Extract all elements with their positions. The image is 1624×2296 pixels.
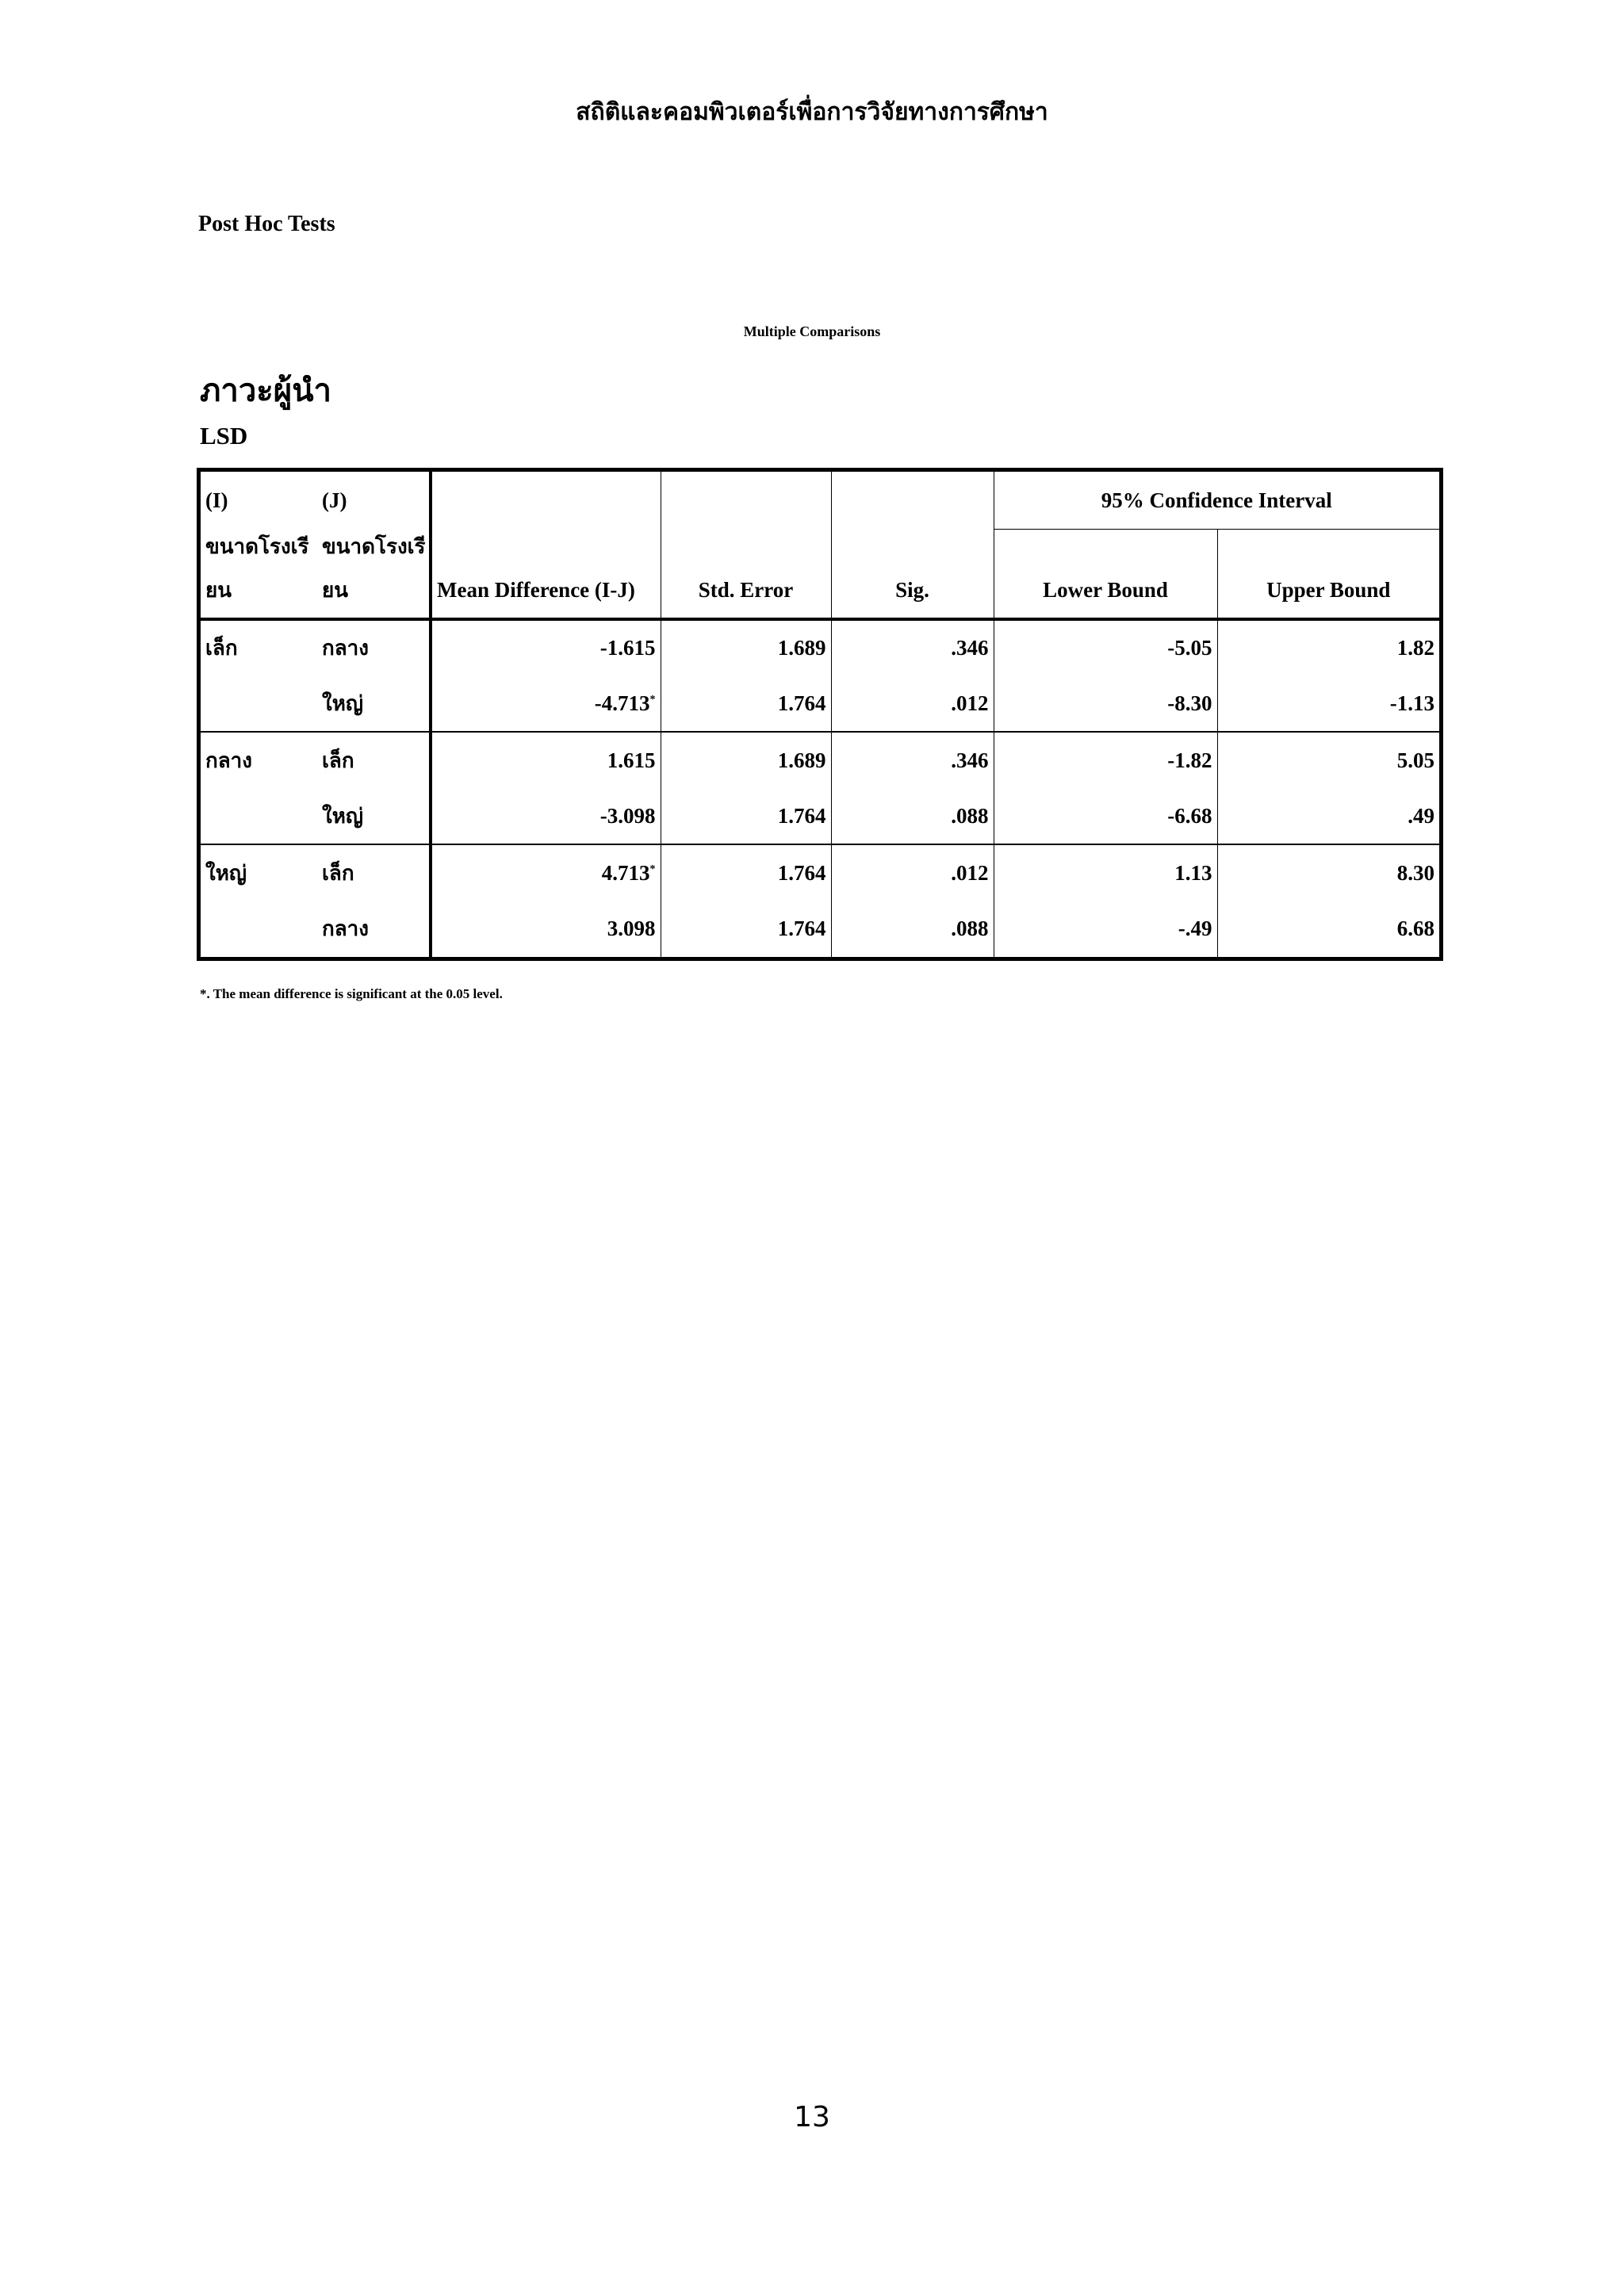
cell-j-group: กลาง bbox=[322, 917, 369, 942]
cell-lower-bound: -1.82 bbox=[994, 732, 1217, 788]
running-header: สถิติและคอมพิวเตอร์เพื่อการวิจัยทางการศึกษา bbox=[576, 98, 1048, 126]
cell-lower-bound: -.49 bbox=[994, 901, 1217, 957]
header-blank bbox=[831, 530, 994, 564]
cell-lower-bound: -8.30 bbox=[994, 675, 1217, 732]
cell-std-error: 1.764 bbox=[661, 844, 831, 901]
header-blank bbox=[831, 472, 994, 530]
header-blank bbox=[994, 530, 1217, 564]
header-upper-bound: Upper Bound bbox=[1217, 564, 1439, 620]
cell-mean-difference: 4.713* bbox=[431, 844, 661, 901]
table-row bbox=[201, 901, 1439, 957]
cell-std-error: 1.764 bbox=[661, 788, 831, 844]
method-label: LSD bbox=[200, 422, 248, 450]
cell-sig: .088 bbox=[831, 901, 994, 957]
cell-lower-bound: -5.05 bbox=[994, 619, 1217, 675]
table-row bbox=[201, 788, 1439, 844]
header-i-label: (I) bbox=[205, 488, 228, 512]
header-std-error: Std. Error bbox=[661, 564, 831, 620]
table-row bbox=[201, 675, 1439, 732]
header-blank bbox=[431, 472, 661, 530]
cell-std-error: 1.689 bbox=[661, 619, 831, 675]
cell-j-group: ใหญ่ bbox=[322, 804, 363, 828]
cell-upper-bound: 8.30 bbox=[1217, 844, 1439, 901]
cell-sig: .346 bbox=[831, 732, 994, 788]
header-lower-bound: Lower Bound bbox=[994, 564, 1217, 620]
cell-upper-bound: 6.68 bbox=[1217, 901, 1439, 957]
multiple-comparisons-table bbox=[197, 468, 1443, 961]
cell-j-group: กลาง bbox=[322, 637, 369, 661]
header-blank bbox=[661, 530, 831, 564]
header-blank bbox=[431, 530, 661, 564]
header-i-variable: ขนาดโรงเรี bbox=[205, 534, 309, 559]
table-row bbox=[201, 619, 1439, 675]
section-title: Post Hoc Tests bbox=[198, 212, 335, 236]
cell-i-group bbox=[201, 901, 317, 957]
cell-i-group: กลาง bbox=[201, 732, 317, 788]
cell-i-group: เล็ก bbox=[205, 637, 238, 661]
header-sig: Sig. bbox=[831, 564, 994, 620]
cell-lower-bound: -6.68 bbox=[994, 788, 1217, 844]
cell-i-group bbox=[201, 788, 317, 844]
cell-sig: .012 bbox=[831, 844, 994, 901]
cell-sig: .012 bbox=[831, 675, 994, 732]
cell-mean-difference: 1.615 bbox=[431, 732, 661, 788]
cell-sig: .088 bbox=[831, 788, 994, 844]
header-blank bbox=[1217, 530, 1439, 564]
cell-upper-bound: 1.82 bbox=[1217, 619, 1439, 675]
cell-mean-difference: -3.098 bbox=[431, 788, 661, 844]
cell-mean-difference: -1.615 bbox=[431, 619, 661, 675]
header-j-label: (J) bbox=[322, 488, 347, 512]
cell-mean-difference: 3.098 bbox=[431, 901, 661, 957]
header-confidence-interval: 95% Confidence Interval bbox=[994, 472, 1439, 530]
cell-j-group: เล็ก bbox=[317, 844, 431, 901]
header-i-variable-cont: ยน bbox=[201, 564, 317, 620]
header-j-variable: ขนาดโรงเรี bbox=[322, 534, 426, 559]
page-number: 13 bbox=[794, 2101, 830, 2133]
cell-upper-bound: 5.05 bbox=[1217, 732, 1439, 788]
table-row bbox=[201, 732, 1439, 788]
cell-std-error: 1.764 bbox=[661, 675, 831, 732]
cell-i-group bbox=[201, 675, 317, 732]
dependent-variable-label: ภาวะผู้นำ bbox=[200, 372, 332, 409]
cell-std-error: 1.689 bbox=[661, 732, 831, 788]
cell-i-group: ใหญ่ bbox=[201, 844, 317, 901]
table-footnote: *. The mean difference is significant at the 0.05 level. bbox=[200, 986, 503, 1001]
cell-j-group: เล็ก bbox=[317, 732, 431, 788]
cell-sig: .346 bbox=[831, 619, 994, 675]
cell-mean-difference: -4.713* bbox=[431, 675, 661, 732]
table-title: Multiple Comparisons bbox=[743, 323, 881, 339]
header-mean-difference: Mean Difference (I-J) bbox=[431, 564, 661, 620]
cell-std-error: 1.764 bbox=[661, 901, 831, 957]
header-blank bbox=[661, 472, 831, 530]
table-row bbox=[201, 844, 1439, 901]
header-j-variable-cont: ยน bbox=[317, 564, 431, 620]
cell-upper-bound: .49 bbox=[1217, 788, 1439, 844]
cell-j-group: ใหญ่ bbox=[322, 691, 363, 716]
cell-upper-bound: -1.13 bbox=[1217, 675, 1439, 732]
cell-lower-bound: 1.13 bbox=[994, 844, 1217, 901]
